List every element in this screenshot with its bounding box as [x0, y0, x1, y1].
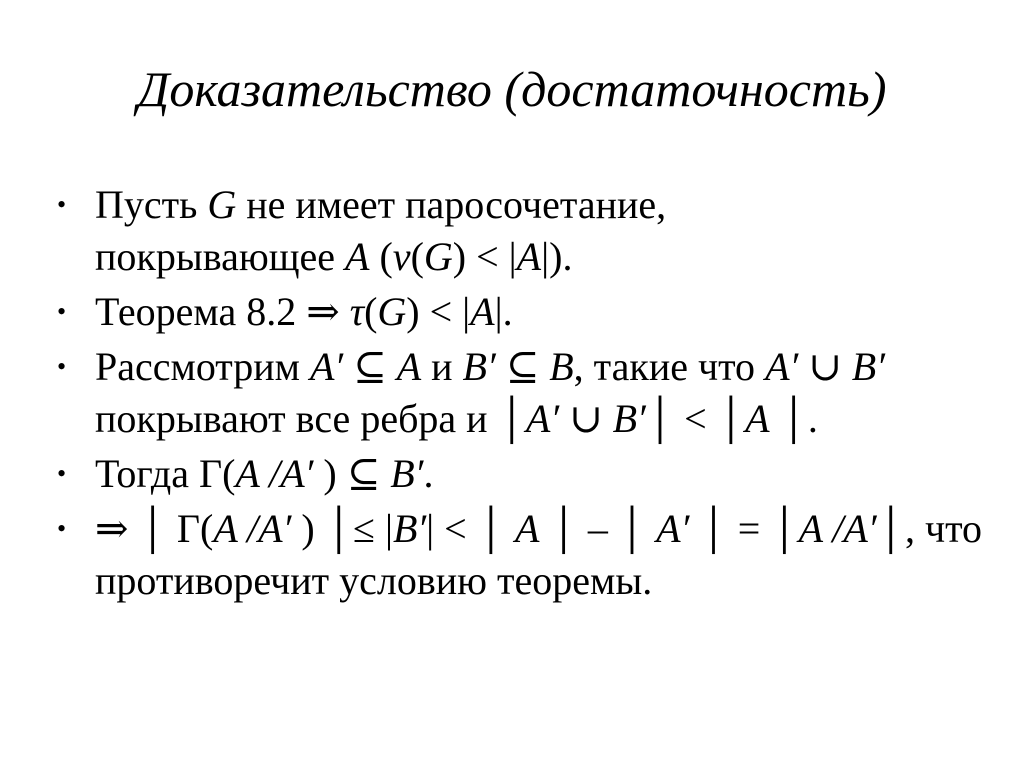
text-segment: B — [549, 344, 574, 389]
text-line — [95, 555, 982, 607]
text-segment: противоречит условию теоремы. — [95, 558, 653, 603]
bullet-text — [95, 448, 433, 500]
bullet-text — [95, 179, 666, 283]
text-segment: A′ — [765, 344, 799, 389]
text-segment: |. — [494, 289, 513, 334]
text-segment: B′ — [851, 344, 885, 389]
text-line — [95, 286, 513, 338]
text-segment: ∪ — [798, 344, 852, 389]
text-segment: A /A′ — [235, 451, 314, 496]
bullet-marker: • — [57, 459, 67, 488]
text-segment: A′ — [309, 344, 344, 389]
bullet-marker: • — [57, 190, 67, 219]
text-segment: B′ — [612, 396, 646, 441]
text-segment: не имеет паросочетание, — [236, 182, 667, 227]
text-segment: │ = │ — [689, 506, 799, 551]
text-segment: | < │ — [426, 506, 516, 551]
text-segment: τ — [349, 289, 365, 334]
text-segment: ) < | — [452, 234, 517, 279]
bullet-item — [57, 503, 1004, 607]
text-segment: ⊆ — [495, 344, 550, 389]
text-segment: A /A′ — [213, 506, 292, 551]
slide-title: Доказательство (достаточность) — [137, 61, 887, 117]
text-segment: A /A′ — [798, 506, 877, 551]
text-segment: │ – │ — [539, 506, 657, 551]
text-line — [95, 503, 982, 555]
text-segment: A — [470, 289, 495, 334]
text-line — [95, 393, 885, 445]
text-segment: G — [377, 289, 407, 334]
text-segment: G — [423, 234, 453, 279]
text-segment: |). — [541, 234, 573, 279]
text-line — [95, 231, 666, 283]
bullet-marker: • — [57, 297, 67, 326]
bullet-marker: • — [57, 352, 67, 381]
text-line — [95, 341, 885, 393]
bullet-marker: • — [57, 514, 67, 543]
text-segment: и — [421, 344, 463, 389]
text-segment: A — [345, 234, 370, 279]
text-segment: Теорема 8.2 ⇒ — [95, 289, 350, 334]
text-segment: Рассмотрим — [95, 344, 310, 389]
text-segment: B′ — [462, 344, 496, 389]
text-segment: G — [207, 182, 237, 227]
text-segment: покрывающее — [95, 234, 346, 279]
text-line — [95, 448, 433, 500]
text-segment: ν — [392, 234, 411, 279]
text-segment: B′ — [392, 506, 427, 551]
bullet-item — [57, 448, 1004, 500]
text-segment: │ < │ — [645, 396, 746, 441]
text-segment: покрывают все ребра и │ — [95, 396, 526, 441]
text-segment: A — [396, 344, 422, 389]
text-segment: Пусть — [95, 182, 208, 227]
text-segment: ) < | — [406, 289, 471, 334]
text-segment: ⊆ — [343, 344, 397, 389]
text-segment: B′ — [390, 451, 424, 496]
text-segment: ⇒ │ Γ( — [95, 506, 214, 551]
text-segment: A — [515, 506, 540, 551]
text-segment: ( — [410, 234, 424, 279]
text-segment: A — [516, 234, 542, 279]
text-segment: ( — [364, 289, 378, 334]
text-segment: ( — [369, 234, 393, 279]
text-segment: Тогда Γ( — [95, 451, 236, 496]
bullet-text — [95, 503, 982, 607]
text-segment: . — [423, 451, 434, 496]
text-segment: ∪ — [559, 396, 613, 441]
text-segment: A — [745, 396, 770, 441]
text-segment: │. — [769, 396, 818, 441]
text-segment: ) ⊆ — [313, 451, 391, 496]
bullet-item — [57, 341, 1004, 445]
bullet-text — [95, 341, 885, 445]
text-segment: A′ — [525, 396, 560, 441]
bullet-item — [57, 286, 1004, 338]
bullet-item — [57, 179, 1004, 283]
text-segment: │, что — [876, 506, 983, 551]
text-line — [95, 179, 666, 231]
text-segment: ) │≤ | — [291, 506, 393, 551]
bullet-list — [57, 179, 1004, 610]
bullet-text — [95, 286, 513, 338]
text-segment: A′ — [656, 506, 690, 551]
text-segment: , такие что — [573, 344, 766, 389]
